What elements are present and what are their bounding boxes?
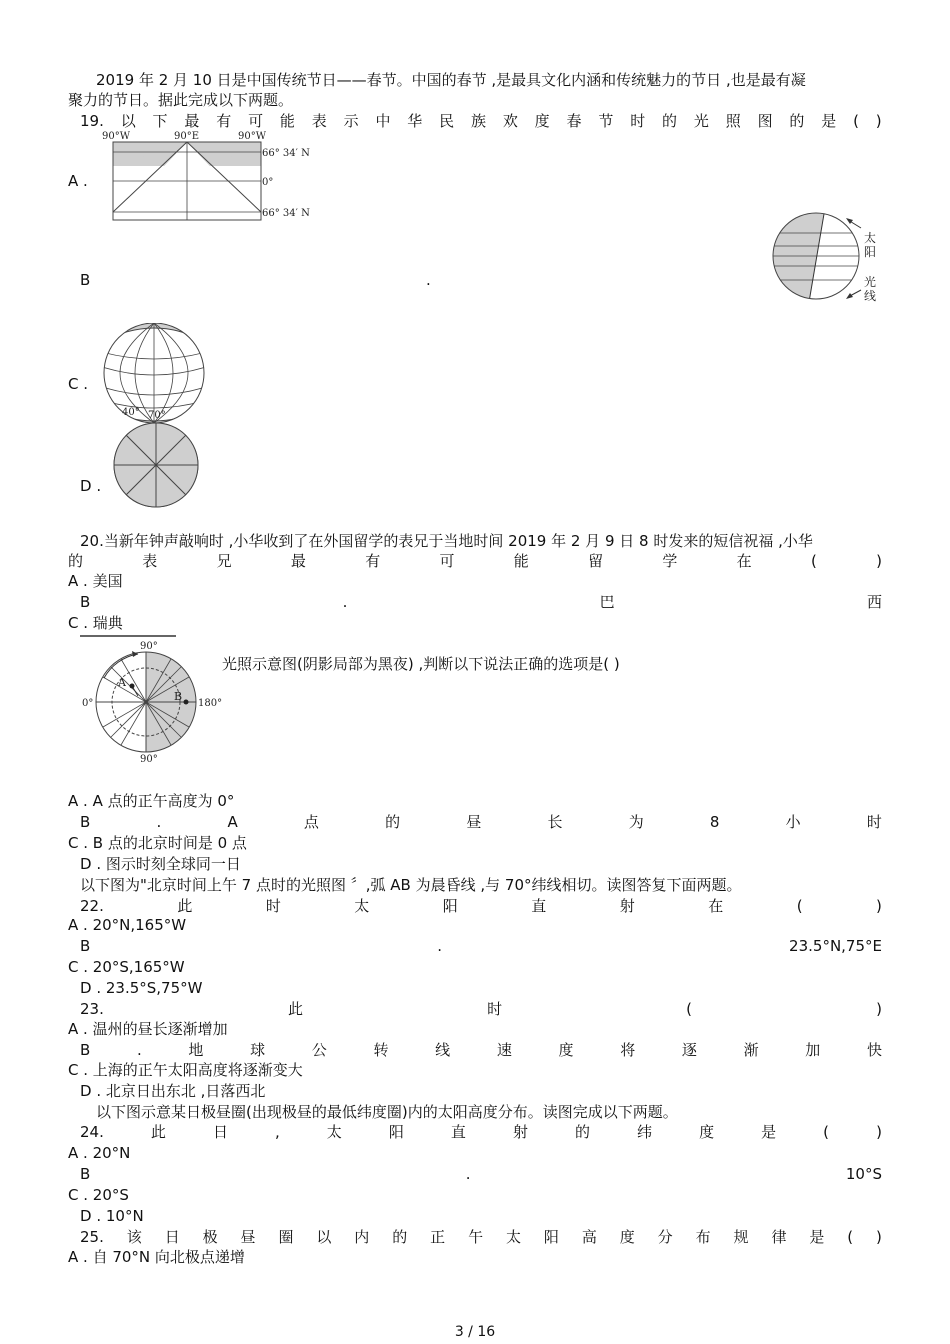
q19-stem-token: 照 <box>725 112 741 130</box>
option-22-a: A . 20°N,165°W <box>68 916 187 934</box>
q19-stem-token: 最 <box>184 112 200 130</box>
q21-option-b-token: 为 <box>628 813 644 831</box>
q19-stem-token: 示 <box>343 112 359 130</box>
diagram-21-polar-view <box>78 638 228 764</box>
intro-line-2: 聚力的节日。据此完成以下两题。 <box>68 91 294 109</box>
q19-stem-token: 民 <box>439 112 455 130</box>
q25-stem-token: 日 <box>164 1228 180 1246</box>
q21-option-b-token: . <box>156 813 162 831</box>
q24-stem-token: 此 <box>150 1123 166 1141</box>
q23-option-b-token: 加 <box>805 1041 821 1059</box>
q25-stem-token: 布 <box>695 1228 711 1246</box>
label-21-left: 0° <box>82 698 94 709</box>
q25-stem-token: 规 <box>733 1228 749 1246</box>
q19-stem-token: 光 <box>693 112 709 130</box>
q19-stem-token: 以 <box>120 112 136 130</box>
q21-option-b-token: 时 <box>866 813 882 831</box>
q23-stem-token: 时 <box>487 1000 503 1018</box>
q25-stem-token: 正 <box>430 1228 446 1246</box>
q24-stem-token: 是 <box>761 1123 777 1141</box>
label-sun-2: 阳 <box>864 245 877 259</box>
q21-option-b-token: 长 <box>547 813 563 831</box>
label-21-bottom: 90° <box>140 754 158 764</box>
option-19-d: D . <box>80 477 102 495</box>
label-90w-left: 90°W <box>102 131 131 142</box>
q21-option-b-token: 点 <box>303 813 319 831</box>
q20-line2-token: 留 <box>588 552 604 570</box>
q23-option-b-token: 将 <box>620 1041 636 1059</box>
label-90e: 90°E <box>174 131 200 142</box>
q20-line2-token: 学 <box>662 552 678 570</box>
label-21-point-a: A <box>118 676 126 689</box>
q19-stem-token: 节 <box>598 112 614 130</box>
q22-option-b-token: 23.5°N,75°E <box>789 937 882 955</box>
question-23-stem <box>80 999 882 1019</box>
q19-stem-token: 是 <box>821 112 837 130</box>
option-20-c: C . 瑞典 <box>68 614 123 632</box>
intro-line-1: 2019 年 2 月 10 日是中国传统节日——春节。中国的春节 ,是最具文化内涵和传统魅力的节日 ,也是最有凝 <box>96 71 806 89</box>
option-24-c: C . 20°S <box>68 1186 129 1204</box>
q25-stem-token: 内 <box>354 1228 370 1246</box>
q19-stem-token: 的 <box>789 112 805 130</box>
q24-stem-token: 纬 <box>637 1123 653 1141</box>
label-70-deg: 70° <box>148 410 166 421</box>
q19-stem-token: 春 <box>566 112 582 130</box>
q20-line2-token: 表 <box>142 552 158 570</box>
q24-stem-token: 24. <box>80 1123 104 1141</box>
q24-stem-token: ( <box>823 1123 830 1141</box>
q22-stem-token: 阳 <box>442 897 458 915</box>
q20-line2-token: ) <box>876 552 882 570</box>
q23-option-b-token: . <box>136 1041 142 1059</box>
q24-stem-token: 太 <box>326 1123 342 1141</box>
q22-stem-token: 在 <box>708 897 724 915</box>
question-22-stem <box>80 896 882 916</box>
option-22-c: C . 20°S,165°W <box>68 958 185 976</box>
label-light-2: 线 <box>864 289 877 303</box>
q25-stem-token: 以 <box>316 1228 332 1246</box>
question-21-stem: 光照示意图(阴影局部为黑夜) ,判断以下说法正确的选项是( ) <box>222 655 620 673</box>
q25-stem-token: 度 <box>619 1228 635 1246</box>
option-23-d: D . 北京日出东北 ,日落西北 <box>80 1082 266 1100</box>
q22-option-b-token: B <box>80 937 91 955</box>
label-lat-top: 66° 34′ N <box>262 148 310 159</box>
q23-option-b-token: 速 <box>496 1041 512 1059</box>
q20-option-b-token: B <box>80 593 91 611</box>
q22-stem-token: 直 <box>531 897 547 915</box>
q24-stem-token: 度 <box>699 1123 715 1141</box>
option-19-a: A . <box>68 172 88 190</box>
q24-stem-token: 日 <box>212 1123 228 1141</box>
q22-stem-token: 太 <box>354 897 370 915</box>
option-23-a: A . 温州的昼长逐渐增加 <box>68 1020 228 1038</box>
q19-stem-token: 的 <box>662 112 678 130</box>
q25-stem-token: 午 <box>468 1228 484 1246</box>
q24-stem-token: 的 <box>574 1123 590 1141</box>
option-24-a: A . 20°N <box>68 1144 131 1162</box>
label-sun-1: 太 <box>864 231 877 245</box>
option-19-c: C . <box>68 375 89 393</box>
q21-option-b-token: 8 <box>709 813 720 831</box>
label-21-point-b: B <box>174 690 183 703</box>
q19-stem-token: 中 <box>375 112 391 130</box>
q19-stem-token: 下 <box>152 112 168 130</box>
diagram-19-a-rectangular-map <box>96 128 326 225</box>
q24-stem-token: 直 <box>450 1123 466 1141</box>
q22-option-b-token: . <box>437 937 443 955</box>
q23-option-b-token: B <box>80 1041 91 1059</box>
option-22-d: D . 23.5°S,75°W <box>80 979 203 997</box>
set-3-intro: 以下图示意某日极昼圈(出现极昼的最低纬度圈)内的太阳高度分布。读图完成以下两题。 <box>96 1103 678 1121</box>
q23-option-b-token: 快 <box>866 1041 882 1059</box>
q20-line2-token: 在 <box>736 552 752 570</box>
q23-option-b-token: 线 <box>435 1041 451 1059</box>
q19-stem-token: 图 <box>757 112 773 130</box>
q20-line2-token: 能 <box>513 552 529 570</box>
q25-stem-token: 的 <box>392 1228 408 1246</box>
q25-stem-token: 圈 <box>278 1228 294 1246</box>
label-21-top: 90° <box>140 641 158 652</box>
q23-option-b-token: 公 <box>311 1041 327 1059</box>
q22-stem-token: ( <box>796 897 803 915</box>
option-25-a: A . 自 70°N 向北极点递增 <box>68 1248 245 1266</box>
q21-option-b-token: B <box>80 813 91 831</box>
q25-stem-token: 25. <box>80 1228 104 1246</box>
label-light-1: 光 <box>864 275 877 289</box>
question-25-stem <box>80 1227 882 1247</box>
q19-stem-token: 族 <box>470 112 486 130</box>
option-19-b-dot: . <box>426 271 431 289</box>
label-lat-bottom: 66° 34′ N <box>262 208 310 219</box>
option-19-b: B <box>80 271 91 289</box>
option-24-d: D . 10°N <box>80 1207 144 1225</box>
q25-stem-token: 分 <box>657 1228 673 1246</box>
question-20-stem-line-1: 20.当新年钟声敲响时 ,小华收到了在外国留学的表兄于当地时间 2019 年 2 月 9 日 8 时发来的短信祝福 ,小华 <box>80 532 813 550</box>
question-20-stem-line-2 <box>68 551 882 571</box>
page-number: 3 / 16 <box>454 1324 496 1340</box>
q23-stem-token: ( <box>686 1000 693 1018</box>
option-20-b <box>80 592 882 612</box>
q19-stem-token: 欢 <box>502 112 518 130</box>
label-90w-right: 90°W <box>238 131 267 142</box>
q25-stem-token: 昼 <box>240 1228 256 1246</box>
diagram-19-c-globe <box>96 323 212 423</box>
option-22-b <box>80 936 882 956</box>
q23-stem-token: 23. <box>80 1000 104 1018</box>
q23-option-b-token: 逐 <box>681 1041 697 1059</box>
q19-stem-token: ) <box>875 112 882 130</box>
q22-stem-token: 此 <box>177 897 193 915</box>
q22-stem-token: 射 <box>619 897 635 915</box>
q21-option-b-token: 昼 <box>466 813 482 831</box>
q22-stem-token: 22. <box>80 897 104 915</box>
q25-stem-token: 高 <box>581 1228 597 1246</box>
q23-option-b-token: 地 <box>188 1041 204 1059</box>
q19-stem-token: 可 <box>248 112 264 130</box>
q23-option-b-token: 转 <box>373 1041 389 1059</box>
q21-option-b-token: 小 <box>785 813 801 831</box>
q19-stem-token: 度 <box>534 112 550 130</box>
q19-stem-token: 能 <box>279 112 295 130</box>
option-21-d: D . 图示时刻全球同一日 <box>80 855 241 873</box>
q20-line2-token: 的 <box>68 552 84 570</box>
q24-option-b-token: 10°S <box>845 1165 882 1183</box>
option-23-c: C . 上海的正午太阳高度将逐渐变大 <box>68 1061 303 1079</box>
q25-stem-token: 太 <box>505 1228 521 1246</box>
q20-option-b-token: . <box>342 593 348 611</box>
q22-stem-token: ) <box>876 897 882 915</box>
option-21-a: A . A 点的正午高度为 0° <box>68 792 235 810</box>
q25-stem-token: 该 <box>126 1228 142 1246</box>
q23-option-b-token: 度 <box>558 1041 574 1059</box>
option-23-b <box>80 1040 882 1060</box>
q20-line2-token: 兄 <box>216 552 232 570</box>
clipped-line-fragment <box>80 632 190 637</box>
q21-option-b-token: A <box>227 813 238 831</box>
q25-stem-token: 律 <box>771 1228 787 1246</box>
set-2-intro: 以下图为"北京时间上午 7 点时的光照图 〞,弧 AB 为晨昏线 ,与 70°纬线相切。读图答复下面两题。 <box>80 876 742 894</box>
q25-stem-token: 是 <box>809 1228 825 1246</box>
q19-stem-token: ( <box>853 112 859 130</box>
diagram-19-d-polar-view <box>110 421 202 509</box>
option-21-b <box>80 812 882 832</box>
option-24-b <box>80 1164 882 1184</box>
q21-option-b-token: 的 <box>385 813 401 831</box>
label-21-right: 180° <box>198 698 223 709</box>
question-24-stem <box>80 1122 882 1142</box>
q23-option-b-token: 球 <box>250 1041 266 1059</box>
q20-option-b-token: 巴 <box>599 593 615 611</box>
q22-stem-token: 时 <box>265 897 281 915</box>
q24-option-b-token: B <box>80 1165 91 1183</box>
q19-stem-token: 时 <box>630 112 646 130</box>
label-lat-mid: 0° <box>262 177 274 188</box>
option-20-a: A . 美国 <box>68 572 123 590</box>
q25-stem-token: 极 <box>202 1228 218 1246</box>
q19-stem-token: 表 <box>311 112 327 130</box>
q20-line2-token: 最 <box>290 552 306 570</box>
q23-stem-token: ) <box>876 1000 882 1018</box>
q25-stem-token: 阳 <box>543 1228 559 1246</box>
q23-stem-token: 此 <box>287 1000 303 1018</box>
q25-stem-token: ( <box>847 1228 854 1246</box>
q20-line2-token: ( <box>810 552 817 570</box>
q19-stem-token: 有 <box>216 112 232 130</box>
q24-stem-token: 射 <box>512 1123 528 1141</box>
diagram-19-b-globe <box>768 208 884 308</box>
q24-stem-token: ) <box>876 1123 882 1141</box>
q19-stem-token: 华 <box>407 112 423 130</box>
q20-option-b-token: 西 <box>866 593 882 611</box>
option-21-c: C . B 点的北京时间是 0 点 <box>68 834 247 852</box>
q24-stem-token: , <box>274 1123 280 1141</box>
q19-stem-token: 19. <box>80 112 104 130</box>
q24-stem-token: 阳 <box>388 1123 404 1141</box>
q20-line2-token: 有 <box>365 552 381 570</box>
q20-line2-token: 可 <box>439 552 455 570</box>
q24-option-b-token: . <box>465 1165 471 1183</box>
q25-stem-token: ) <box>876 1228 882 1246</box>
q23-option-b-token: 渐 <box>743 1041 759 1059</box>
label-40-deg: 40° <box>122 407 140 418</box>
